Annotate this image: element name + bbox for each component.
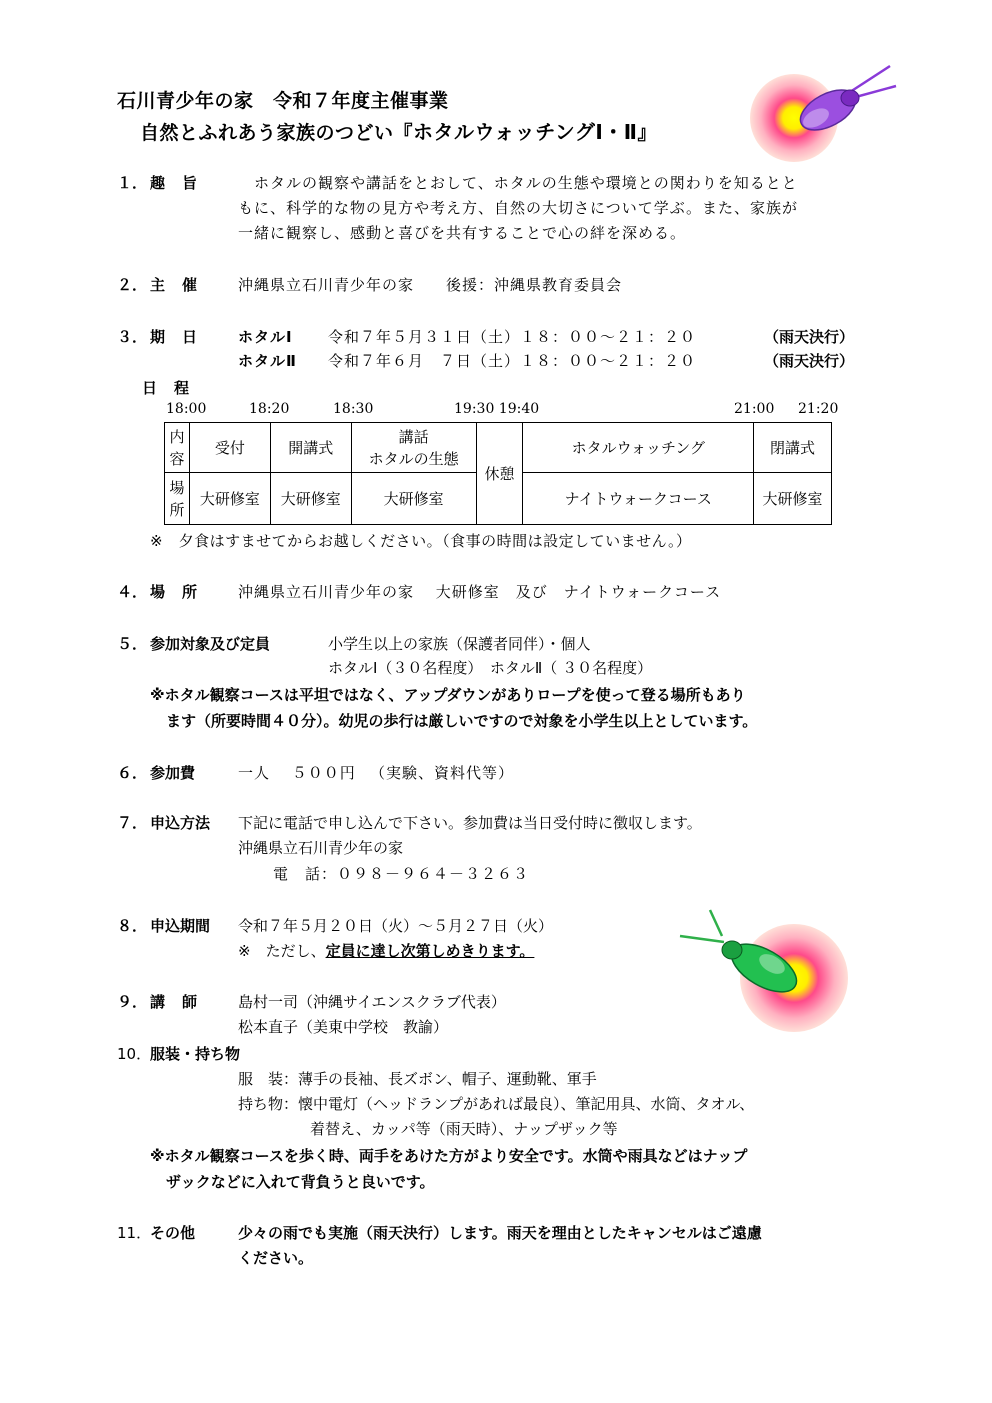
organizer-text: 沖縄県立石川青少年の家 後援：沖縄県教育委員会 xyxy=(238,276,623,294)
section-number: ７． xyxy=(117,814,148,832)
cell-place: 大研修室 xyxy=(189,473,270,525)
cell-lecture: 講話 ホタルの生態 xyxy=(351,423,476,473)
section-number: 10． xyxy=(117,1045,152,1063)
section-number: ５． xyxy=(117,635,148,653)
belongings-note: ※ホタル観察コースを歩く時、両手をあけた方がより安全です。水筒や雨具などはナップ xyxy=(150,1147,748,1165)
section-label-organizer: 主 催 xyxy=(150,276,199,294)
cell-place: 大研修室 xyxy=(270,473,351,525)
event-title-line2 xyxy=(140,116,657,145)
section-number: １． xyxy=(117,174,148,192)
title-prefix: 自然とふれあう家族のつどい『 xyxy=(140,122,414,144)
table-row xyxy=(165,423,832,473)
session2-name: ホタルⅡ xyxy=(238,352,297,370)
section-number: ２． xyxy=(117,276,148,294)
session1-date: 令和７年５月３１日（土）１８：００～２１：２０ xyxy=(328,328,697,346)
time-label: 21:00 xyxy=(734,401,775,417)
title-bold: ホタルウォッチングⅠ・Ⅱ xyxy=(413,120,638,144)
section-label-dates: 期 日 xyxy=(150,328,199,346)
event-title-line1: 石川青少年の家 令和７年度主催事業 xyxy=(117,90,449,112)
session2-note: （雨天決行） xyxy=(764,352,855,370)
section-label-target: 参加対象及び定員 xyxy=(150,635,271,653)
section-label-fee: 参加費 xyxy=(150,764,196,782)
cell-break: 休憩 xyxy=(476,423,523,525)
time-label: 18:20 xyxy=(249,401,290,417)
section-label-belongings: 服装・持ち物 xyxy=(150,1045,241,1063)
section-number: ６． xyxy=(117,764,148,782)
time-label: 18:30 xyxy=(333,401,374,417)
section-number: 11． xyxy=(117,1224,152,1242)
period-line: 令和７年５月２０日（火）～５月２７日（火） xyxy=(238,917,554,935)
belongings-line: 持ち物：懐中電灯（ヘッドランプがあれば最良）、筆記用具、水筒、タオル、 xyxy=(238,1095,755,1113)
belongings-line: 着替え、カッパ等（雨天時）、ナップザック等 xyxy=(310,1120,618,1138)
apply-line: 沖縄県立石川青少年の家 xyxy=(238,839,404,857)
section-label-instructor: 講 師 xyxy=(150,993,199,1011)
instructor-name: 島村一司（沖縄サイエンスクラブ代表） xyxy=(238,993,506,1011)
section-label-apply: 申込方法 xyxy=(150,814,211,832)
cell-closing: 閉講式 xyxy=(754,423,832,473)
other-line: 少々の雨でも実施（雨天決行）します。雨天を理由としたキャンセルはご遠慮 xyxy=(238,1224,762,1242)
cell-place: 大研修室 xyxy=(351,473,476,525)
clothing-line: 服 装：薄手の長袖、長ズボン、帽子、運動靴、軍手 xyxy=(238,1070,597,1088)
section-label-other: その他 xyxy=(150,1224,196,1242)
instructor-name: 松本直子（美東中学校 教諭） xyxy=(238,1018,449,1036)
section-number: ３． xyxy=(117,328,148,346)
firefly-icon xyxy=(672,906,852,1036)
time-label: 21:20 xyxy=(798,401,839,417)
time-label: 18:00 xyxy=(166,401,207,417)
purpose-line: もに、科学的な物の見方や考え方、自然の大切さについて学ぶ。また、家族が xyxy=(238,199,799,217)
session2-date: 令和７年６月 ７日（土）１８：００～２１：２０ xyxy=(328,352,697,370)
other-line: ください。 xyxy=(238,1249,314,1267)
cell-opening: 開講式 xyxy=(270,423,351,473)
cell-place: 大研修室 xyxy=(754,473,832,525)
cell-place: ナイトウォークコース xyxy=(523,473,754,525)
target-line: 小学生以上の家族（保護者同伴）・個人 xyxy=(328,635,591,653)
schedule-note: ※ 夕食はすませてからお越しください。（食事の時間は設定していません。） xyxy=(150,532,692,550)
fee-text: 一人 ５００円 （実験、資料代等） xyxy=(238,764,515,782)
schedule-table xyxy=(164,422,832,525)
phone-number: 電 話：０９８－９６４－３２６３ xyxy=(273,865,530,883)
section-label-period: 申込期間 xyxy=(150,917,211,935)
place-text: 沖縄県立石川青少年の家 大研修室 及び ナイトウォークコース xyxy=(238,583,722,601)
firefly-icon xyxy=(740,62,900,172)
course-note: ます（所要時間４０分）。幼児の歩行は厳しいですので対象を小学生以上としています。 xyxy=(166,712,758,730)
section-number: ９． xyxy=(117,993,148,1011)
cell-reception: 受付 xyxy=(189,423,270,473)
apply-line: 下記に電話で申し込んで下さい。参加費は当日受付時に徴収します。 xyxy=(238,814,702,832)
purpose-line: ホタルの観察や講話をとおして、ホタルの生態や環境との関わりを知るとと xyxy=(238,174,798,192)
section-number: ８． xyxy=(117,917,148,935)
section-number: ４． xyxy=(117,583,148,601)
cell-watching: ホタルウォッチング xyxy=(523,423,754,473)
session1-note: （雨天決行） xyxy=(764,328,855,346)
row-head-place: 場所 xyxy=(165,473,190,525)
section-label-place: 場 所 xyxy=(150,583,199,601)
session1-name: ホタルⅠ xyxy=(238,328,293,346)
capacity-line: ホタルⅠ（３０名程度） ホタルⅡ（ ３０名程度） xyxy=(328,659,653,677)
schedule-title: 日 程 xyxy=(142,379,191,397)
title-suffix: 』 xyxy=(637,122,657,144)
row-head-content: 内容 xyxy=(165,423,190,473)
period-note: ※ ただし、定員に達し次第しめきります。 xyxy=(238,942,535,960)
section-label-purpose: 趣 旨 xyxy=(150,174,199,192)
purpose-line: 一緒に観察し、感動と喜びを共有することで心の絆を深める。 xyxy=(238,224,687,242)
time-label: 19:30 19:40 xyxy=(454,401,540,417)
belongings-note: ザックなどに入れて背負うと良いです。 xyxy=(166,1173,435,1191)
course-note: ※ホタル観察コースは平坦ではなく、アップダウンがありロープを使って登る場所もあり xyxy=(150,686,746,704)
